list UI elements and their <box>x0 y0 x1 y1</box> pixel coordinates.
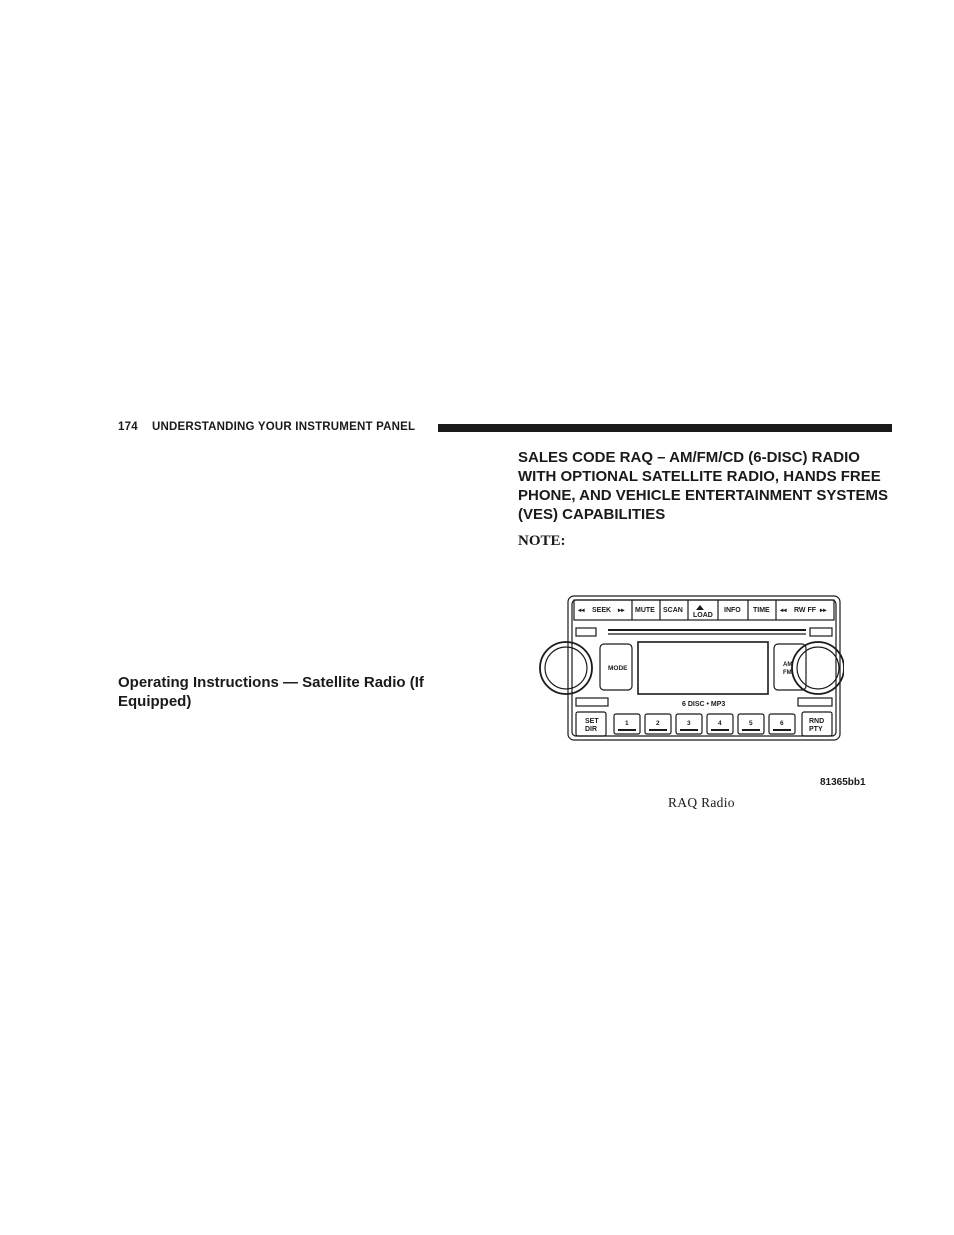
rw-ff-label: RW FF <box>794 607 817 614</box>
seek-back-icon: ◂◂ <box>578 607 585 614</box>
figure-id: 81365bb1 <box>820 777 866 788</box>
volume-knob <box>540 642 592 694</box>
figure-caption: RAQ Radio <box>668 795 735 810</box>
pty-label: PTY <box>809 726 823 733</box>
preset-4-label: 4 <box>718 720 722 727</box>
preset-2-label: 2 <box>656 720 660 727</box>
display-window <box>638 642 768 694</box>
rewind-icon: ◂◂ <box>780 607 787 614</box>
page-number: 174 <box>118 421 138 433</box>
main-heading-raq: SALES CODE RAQ – AM/FM/CD (6-DISC) RADIO WITH OPTIONAL SATELLITE RADIO, HANDS FREE PHONE, AND VEHICLE ENTERTAINMENT SYSTEMS (VES) CAPABILITIES <box>518 449 889 523</box>
info-label: INFO <box>724 607 741 614</box>
sub-heading-satellite-radio: Operating Instructions — Satellite Radio (If Equipped) <box>118 674 424 710</box>
preset-buttons <box>614 714 795 734</box>
mute-label: MUTE <box>635 607 655 614</box>
time-label: TIME <box>753 607 770 614</box>
mode-label: MODE <box>608 665 628 672</box>
radio-drawing <box>538 594 844 744</box>
section-title: UNDERSTANDING YOUR INSTRUMENT PANEL <box>152 421 416 433</box>
rnd-label: RND <box>809 718 825 725</box>
preset-1-label: 1 <box>625 720 629 727</box>
load-label: LOAD <box>693 612 713 619</box>
display-label: 6 DISC • MP3 <box>682 701 726 708</box>
am-label: AM <box>783 662 793 668</box>
set-label: SET <box>585 718 599 725</box>
eject-icon <box>696 605 704 610</box>
preset-5-label: 5 <box>749 720 753 727</box>
raq-radio-illustration <box>538 594 844 744</box>
seek-forward-icon: ▸▸ <box>618 607 625 614</box>
preset-6-label: 6 <box>780 720 784 727</box>
dir-label: DIR <box>585 726 598 733</box>
fm-label: FM <box>783 670 792 676</box>
header-rule <box>438 424 892 432</box>
seek-label: SEEK <box>592 607 612 614</box>
note-label: NOTE: <box>518 533 566 549</box>
scan-label: SCAN <box>663 607 683 614</box>
preset-3-label: 3 <box>687 720 691 727</box>
page-header <box>118 420 892 436</box>
fast-forward-icon: ▸▸ <box>820 607 827 614</box>
